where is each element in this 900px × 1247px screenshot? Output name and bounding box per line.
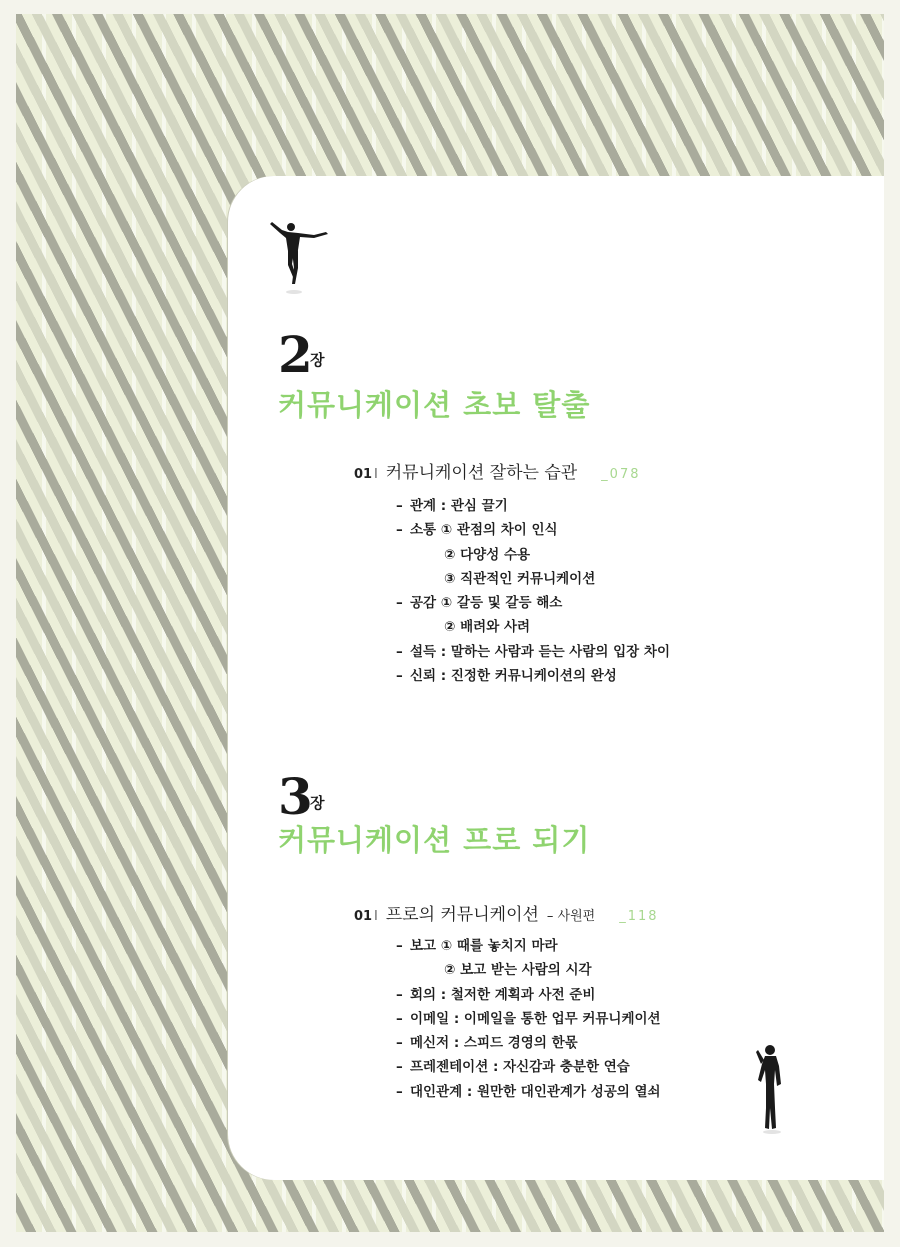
chapter-2-number: 2	[278, 325, 313, 384]
topic-text: 이메일 : 이메일을 통한 업무 커뮤니케이션	[410, 1010, 661, 1027]
topic-item	[396, 1055, 661, 1079]
chapter-3-section-heading	[354, 900, 659, 925]
chapter-2-topic-list	[396, 494, 670, 688]
chapter-2-title: 커뮤니케이션 초보 탈출	[278, 388, 591, 422]
topic-item	[396, 958, 661, 982]
section-separator: l	[374, 467, 378, 482]
section-subtitle: – 사원편	[546, 909, 596, 924]
topic-text: 관계 : 관심 끌기	[410, 498, 508, 514]
topic-item	[396, 518, 670, 542]
chapter-3-suffix: 장	[310, 794, 325, 812]
section-separator: l	[374, 909, 378, 924]
section-page-number: _078	[601, 467, 641, 482]
topic-text: 회의 : 철저한 계획과 사전 준비	[410, 986, 596, 1003]
topic-text: 메신저 : 스피드 경영의 한몫	[410, 1035, 578, 1052]
topic-item	[396, 615, 670, 639]
topic-text: 보고 ① 때를 놓치지 마라	[410, 938, 558, 954]
chapter-3-topic-list	[396, 934, 661, 1104]
dash-marker: –	[396, 1035, 403, 1052]
section-number: 01	[354, 467, 373, 482]
topic-text: 대인관계 : 원만한 대인관계가 성공의 열쇠	[410, 1083, 661, 1100]
section-title: 커뮤니케이션 잘하는 습관	[385, 463, 578, 483]
dash-marker: –	[396, 1059, 403, 1076]
dash-marker: –	[396, 522, 403, 539]
dash-marker: –	[396, 986, 403, 1003]
topic-text: ③ 직관적인 커뮤니케이션	[444, 570, 596, 587]
chapter-3-number: 3	[278, 767, 313, 826]
topic-item	[396, 1031, 661, 1055]
standing-man-figure	[752, 1040, 792, 1140]
topic-item	[396, 1007, 661, 1031]
dash-marker: –	[396, 1010, 403, 1027]
topic-text: 소통 ① 관점의 차이 인식	[410, 522, 558, 539]
topic-text: ② 보고 받는 사람의 시각	[444, 962, 592, 979]
dash-marker: –	[396, 1083, 403, 1100]
topic-item	[396, 1080, 661, 1104]
topic-item	[396, 983, 661, 1007]
dash-marker: –	[396, 938, 403, 954]
section-number: 01	[354, 909, 373, 924]
topic-item	[396, 640, 670, 664]
topic-text: ② 배려와 사려	[444, 619, 531, 636]
section-page-number: _118	[619, 909, 659, 924]
topic-item	[396, 591, 670, 615]
topic-item	[396, 567, 670, 591]
dash-marker: –	[396, 498, 403, 514]
section-title: 프로의 커뮤니케이션	[385, 905, 539, 925]
chapter-2-suffix: 장	[310, 351, 325, 369]
topic-text: 공감 ① 갈등 및 갈등 해소	[410, 595, 563, 612]
dash-marker: –	[396, 595, 403, 612]
topic-item	[396, 934, 661, 958]
chapter-2-section-heading	[354, 458, 641, 483]
topic-text: 신뢰 : 진정한 커뮤니케이션의 완성	[410, 668, 617, 685]
topic-text: ② 다양성 수용	[444, 546, 531, 563]
dash-marker: –	[396, 668, 403, 685]
topic-text: 설득 : 말하는 사람과 듣는 사람의 입장 차이	[410, 643, 670, 660]
topic-item	[396, 494, 670, 518]
chapter-3-title: 커뮤니케이션 프로 되기	[278, 823, 591, 857]
topic-item	[396, 543, 670, 567]
topic-text: 프레젠테이션 : 자신감과 충분한 연습	[410, 1059, 630, 1076]
jumping-man-figure	[268, 218, 334, 296]
dash-marker: –	[396, 643, 403, 660]
topic-item	[396, 664, 670, 688]
